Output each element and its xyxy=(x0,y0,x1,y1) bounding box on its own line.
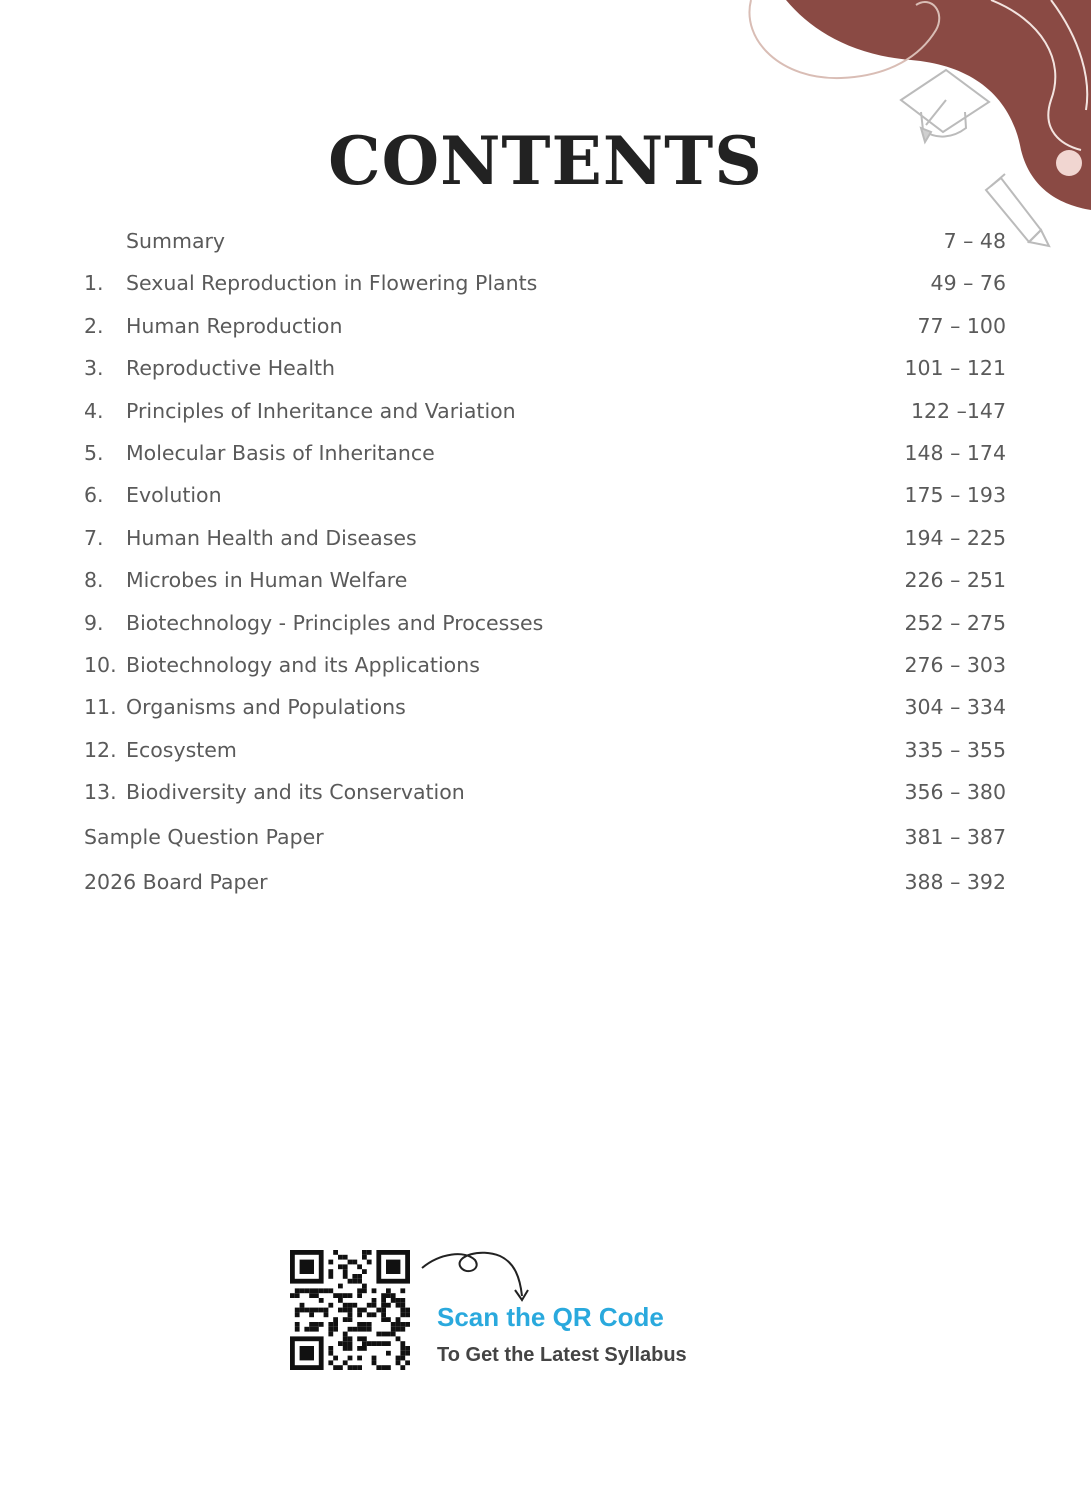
chapter-pages: 335 – 355 xyxy=(904,737,1006,762)
toc-row-chapter xyxy=(84,684,1006,726)
extra-title: 2026 Board Paper xyxy=(84,870,268,895)
latest-syllabus-text: To Get the Latest Syllabus xyxy=(437,1344,687,1366)
toc-row-extra xyxy=(84,856,1006,901)
chapter-number: 13. xyxy=(84,780,117,805)
toc-row-chapter xyxy=(84,472,1006,514)
chapter-title: Human Health and Diseases xyxy=(126,525,417,550)
chapter-pages: 148 – 174 xyxy=(904,440,1006,465)
chapter-number: 12. xyxy=(84,737,117,762)
chapter-pages: 194 – 225 xyxy=(904,525,1006,550)
curved-arrow-icon xyxy=(420,1248,535,1308)
chapter-number: 1. xyxy=(84,271,104,296)
extra-title: Sample Question Paper xyxy=(84,825,324,850)
chapter-number: 4. xyxy=(84,398,104,423)
chapter-pages: 122 –147 xyxy=(910,398,1006,423)
chapter-title: Human Reproduction xyxy=(126,313,343,338)
toc-row-chapter xyxy=(84,515,1006,557)
chapter-pages: 226 – 251 xyxy=(904,568,1006,593)
chapter-title: Biodiversity and its Conservation xyxy=(126,780,465,805)
toc-row-chapter xyxy=(84,600,1006,642)
chapter-pages: 77 – 100 xyxy=(917,313,1006,338)
chapter-number: 2. xyxy=(84,313,104,338)
page-title: CONTENTS xyxy=(328,122,763,200)
extra-list xyxy=(84,811,1006,901)
toc-row-chapter xyxy=(84,430,1006,472)
chapter-title: Molecular Basis of Inheritance xyxy=(126,440,435,465)
chapter-pages: 49 – 76 xyxy=(930,271,1006,296)
chapter-title: Biotechnology - Principles and Processes xyxy=(126,610,544,635)
chapter-number: 3. xyxy=(84,356,104,381)
extra-pages: 381 – 387 xyxy=(904,825,1006,850)
extra-pages: 388 – 392 xyxy=(904,870,1006,895)
qr-code-icon xyxy=(290,1250,410,1370)
toc-row-chapter xyxy=(84,557,1006,599)
chapter-number: 10. xyxy=(84,652,117,677)
chapter-title: Principles of Inheritance and Variation xyxy=(126,398,516,423)
toc-row-chapter xyxy=(84,345,1006,387)
chapter-title: Evolution xyxy=(126,483,222,508)
toc-row-chapter xyxy=(84,769,1006,811)
chapter-title: Organisms and Populations xyxy=(126,695,406,720)
chapter-number: 7. xyxy=(84,525,104,550)
chapter-number: 8. xyxy=(84,568,104,593)
scan-qr-text: Scan the QR Code xyxy=(437,1302,664,1332)
toc-row-chapter xyxy=(84,260,1006,302)
chapter-title: Biotechnology and its Applications xyxy=(126,652,480,677)
chapter-pages: 175 – 193 xyxy=(904,483,1006,508)
toc-row-chapter xyxy=(84,388,1006,430)
toc-pages: 7 – 48 xyxy=(943,229,1006,253)
chapter-number: 9. xyxy=(84,610,104,635)
toc-row-summary xyxy=(84,218,1006,260)
chapter-number: 6. xyxy=(84,483,104,508)
qr-section xyxy=(290,1248,750,1378)
chapter-number: 5. xyxy=(84,440,104,465)
chapter-pages: 276 – 303 xyxy=(904,652,1006,677)
chapter-pages: 101 – 121 xyxy=(904,356,1006,381)
toc-row-chapter xyxy=(84,727,1006,769)
toc-label: Summary xyxy=(126,229,226,253)
toc-row-chapter xyxy=(84,642,1006,684)
chapter-pages: 356 – 380 xyxy=(904,780,1006,805)
chapter-title: Reproductive Health xyxy=(126,356,336,381)
chapter-title: Microbes in Human Welfare xyxy=(126,568,408,593)
chapter-title: Sexual Reproduction in Flowering Plants xyxy=(126,271,538,296)
chapter-title: Ecosystem xyxy=(126,737,237,762)
table-of-contents xyxy=(84,218,1006,901)
chapter-list xyxy=(84,260,1006,811)
chapter-pages: 304 – 334 xyxy=(904,695,1006,720)
toc-row-chapter xyxy=(84,303,1006,345)
toc-row-extra xyxy=(84,811,1006,856)
chapter-number: 11. xyxy=(84,695,117,720)
chapter-pages: 252 – 275 xyxy=(904,610,1006,635)
